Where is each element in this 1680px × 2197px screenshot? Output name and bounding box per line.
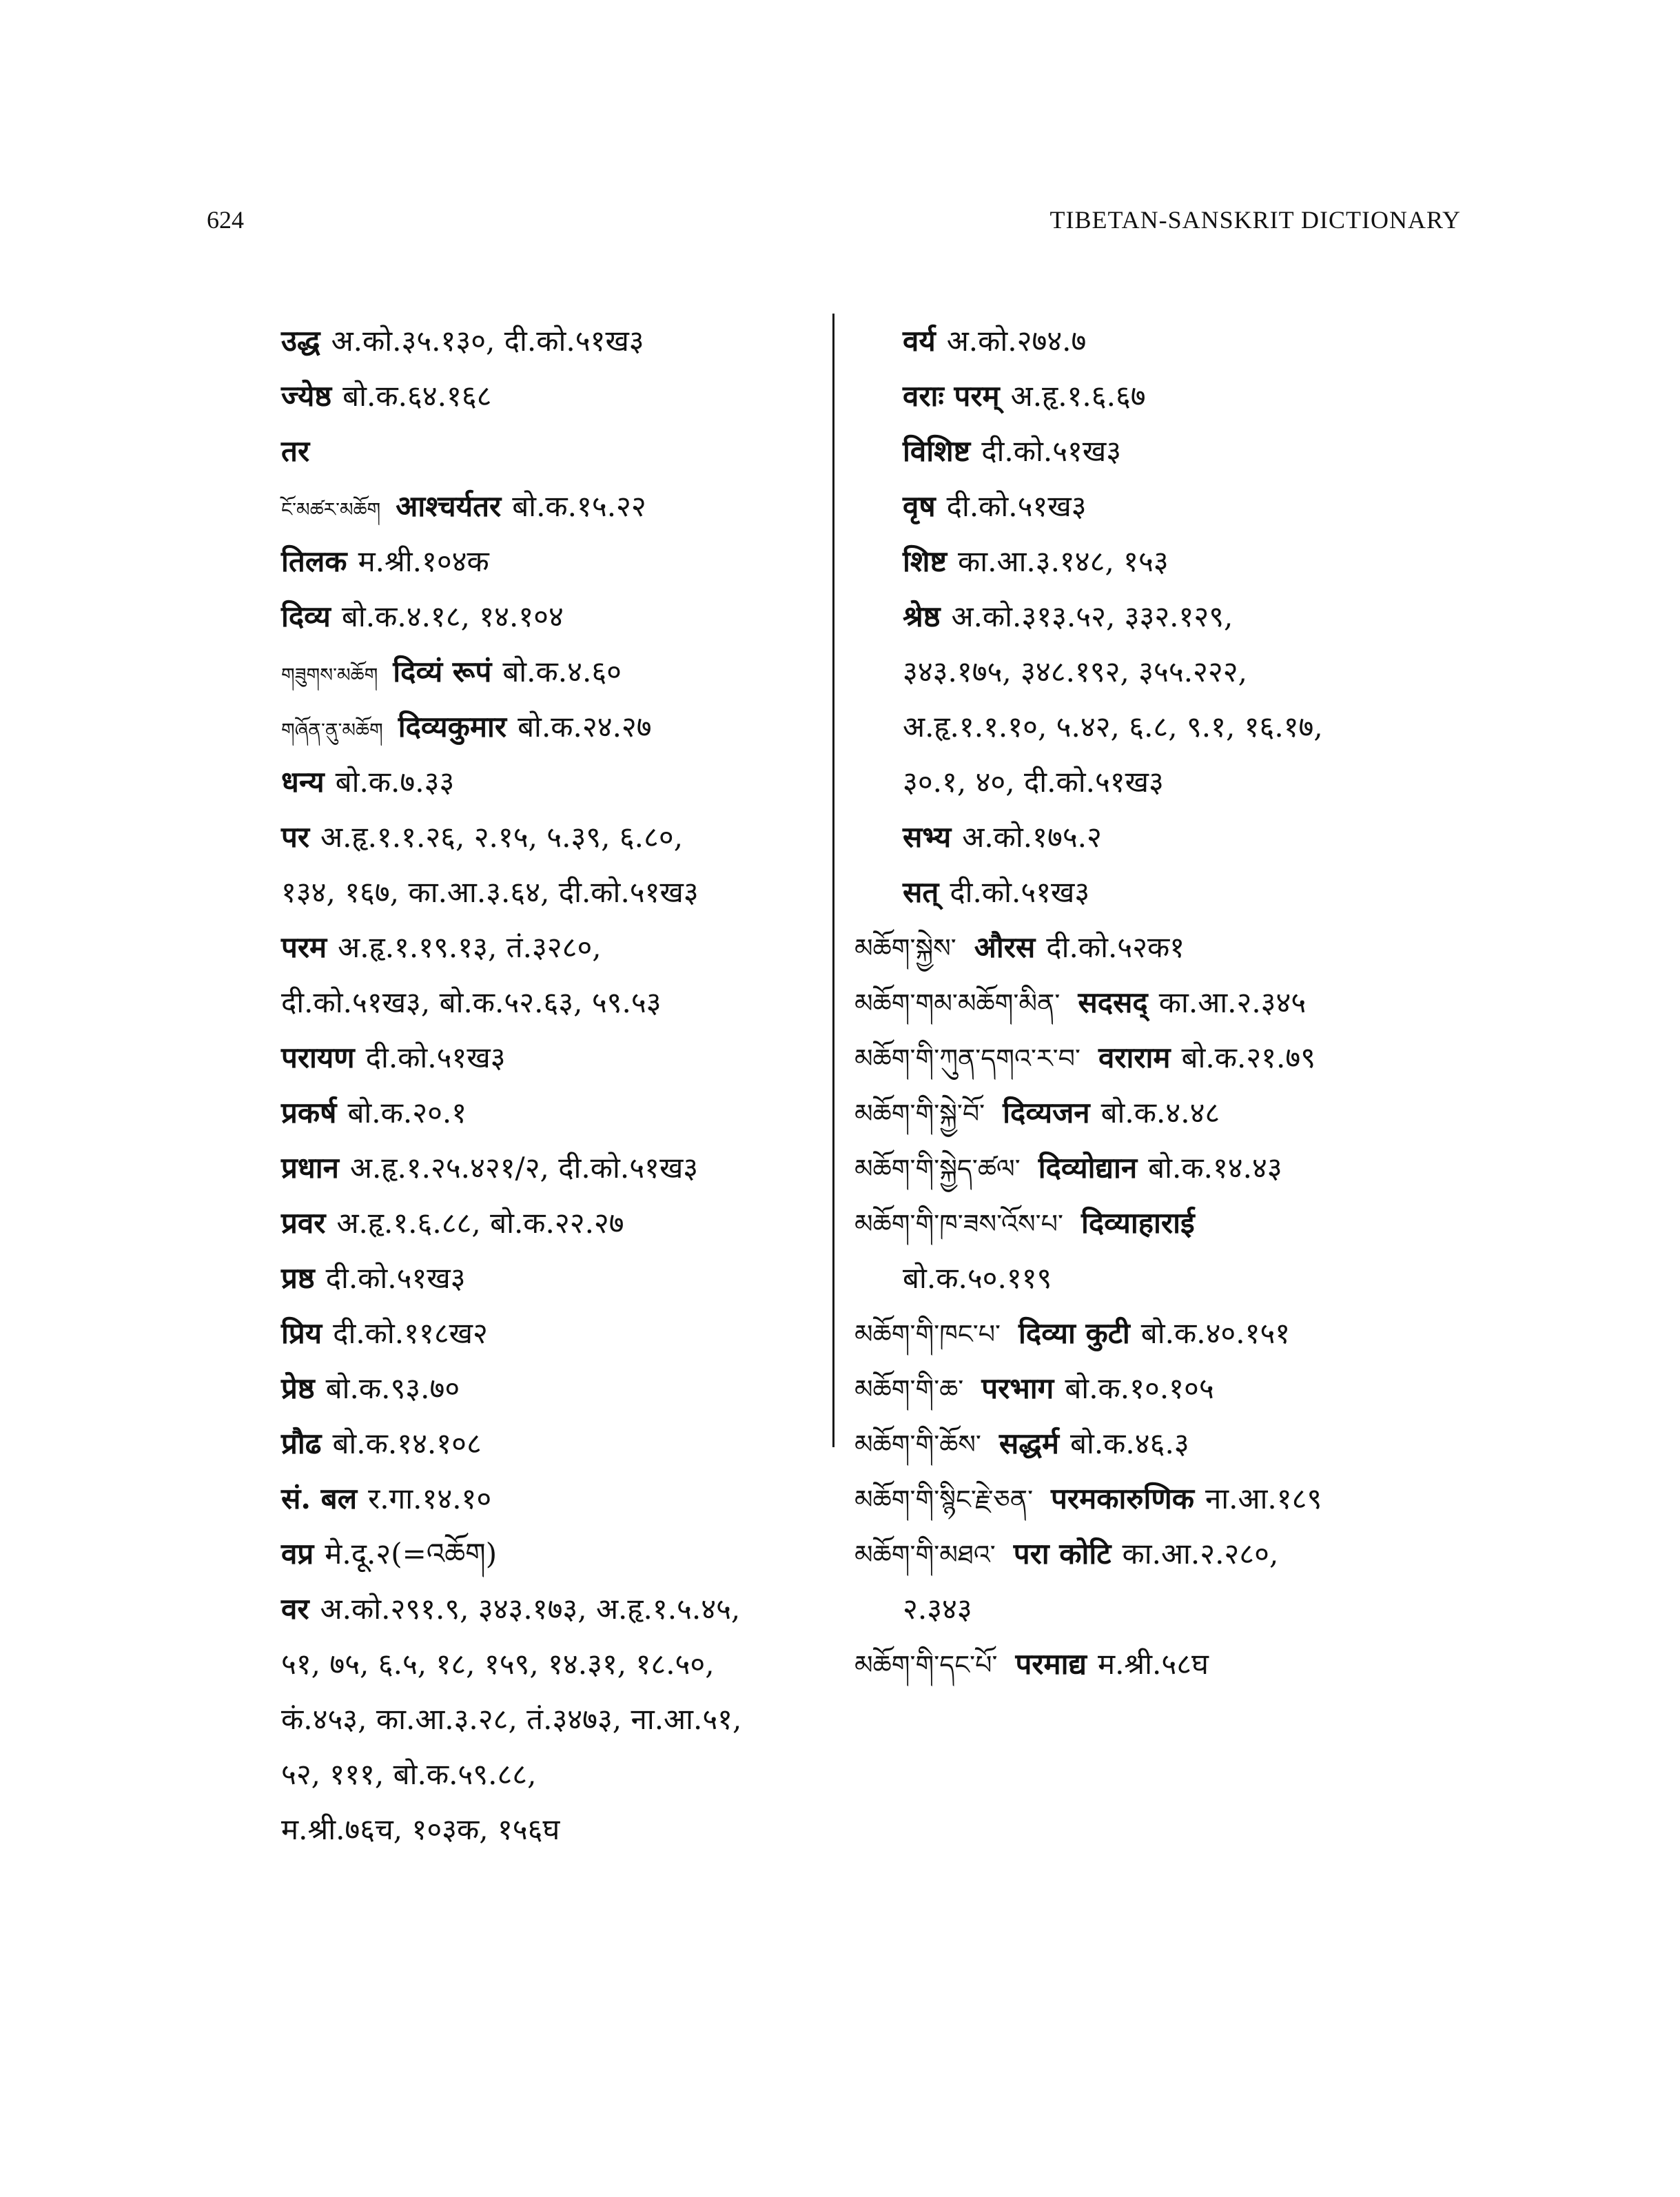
dictionary-entry xyxy=(281,1802,819,1857)
tibetan-term: མཆོག་གི་མཐའ་ xyxy=(854,1540,996,1570)
source-references: बो.क.२०.१ xyxy=(347,1096,467,1130)
sanskrit-headword: प्रेष्ठ xyxy=(281,1371,315,1405)
dictionary-entry xyxy=(854,1637,1475,1692)
dictionary-entry xyxy=(854,479,1475,534)
sanskrit-headword: वर्य xyxy=(903,324,936,358)
dictionary-entry xyxy=(854,314,1475,369)
dictionary-entry xyxy=(854,865,1475,920)
sanskrit-headword: तिलक xyxy=(281,544,347,578)
source-references: दी.को.५१ख३ xyxy=(950,875,1090,909)
sanskrit-headword: उद्ध xyxy=(281,324,320,358)
source-references: दी.को.५१ख३ xyxy=(365,1041,506,1074)
sanskrit-headword: दिव्योद्यान xyxy=(1038,1151,1138,1185)
dictionary-entry xyxy=(281,975,819,1030)
source-references: अ.हृ.१.२५.४२१/२, दी.को.५१ख३ xyxy=(349,1151,699,1185)
source-references: कं.४५३, का.आ.३.२८, तं.३४७३, ना.आ.५१, xyxy=(281,1702,742,1736)
dictionary-entry xyxy=(281,479,819,534)
dictionary-entry xyxy=(281,1526,819,1582)
dictionary-entry xyxy=(281,424,819,479)
tibetan-term: མཆོག་གི་ཆ་ xyxy=(854,1374,964,1404)
sanskrit-headword: सदसद् xyxy=(1078,985,1148,1019)
sanskrit-headword: श्रेष्ठ xyxy=(903,600,941,633)
tibetan-term: ངོ་མཚར་མཆོག xyxy=(281,498,381,521)
sanskrit-headword: परायण xyxy=(281,1041,355,1074)
sanskrit-headword: वराराम xyxy=(1098,1041,1171,1074)
tibetan-term: མཆོག་སྐྱེས་ xyxy=(854,933,956,963)
tibetan-term: གཞོན་ནུ་མཆོག xyxy=(281,719,383,742)
sanskrit-headword: वराः परम् xyxy=(903,379,1000,413)
tibetan-term: མཆོག་གི་ཆོས་ xyxy=(854,1429,981,1460)
dictionary-entry xyxy=(281,1471,819,1526)
dictionary-entry xyxy=(854,975,1475,1030)
source-references: बो.क.४.१८, १४.१०४ xyxy=(341,600,564,633)
source-references: बो.क.४०.१५१ xyxy=(1140,1316,1291,1350)
sanskrit-headword: प्रिय xyxy=(281,1316,322,1350)
tibetan-term: མཆོག་གི་ཁ་ཟས་འོས་པ་ xyxy=(854,1209,1063,1239)
source-references: अ.को.३१३.५२, ३३२.१२९, xyxy=(951,600,1233,633)
sanskrit-headword: पर xyxy=(281,820,310,854)
source-references: बो.क.१४.४३ xyxy=(1148,1151,1282,1185)
source-references: २.३४३ xyxy=(903,1592,972,1626)
sanskrit-headword: दिव्यं रूपं xyxy=(393,655,492,688)
dictionary-entry xyxy=(854,534,1475,589)
sanskrit-headword: दिव्यकुमार xyxy=(398,710,507,744)
running-title: TIBETAN-SANSKRIT DICTIONARY xyxy=(1049,206,1461,234)
dictionary-entry xyxy=(281,699,819,755)
source-references: बो.क.५०.११९ xyxy=(903,1261,1052,1295)
sanskrit-headword: वृष xyxy=(903,489,936,523)
sanskrit-headword: विशिष्ट xyxy=(903,434,971,468)
source-references: अ.को.२९१.९, ३४३.१७३, अ.हृ.१.५.४५, xyxy=(320,1592,741,1626)
tibetan-term: མཆོག་གི་དང་པོ་ xyxy=(854,1650,998,1680)
sanskrit-headword: सं. बल xyxy=(281,1482,358,1515)
source-references: अ.को.१७५.२ xyxy=(962,820,1102,854)
column-divider xyxy=(832,314,834,1447)
dictionary-entry xyxy=(281,1416,819,1471)
dictionary-entry xyxy=(854,1085,1475,1141)
dictionary-entry xyxy=(854,1471,1475,1526)
dictionary-entry xyxy=(854,920,1475,975)
sanskrit-headword: परभाग xyxy=(981,1371,1054,1405)
dictionary-entry xyxy=(854,1306,1475,1361)
dictionary-entry xyxy=(281,1637,819,1692)
tibetan-term: མཆོག་གི་སྐྱེད་ཚལ་ xyxy=(854,1154,1021,1184)
dictionary-entry xyxy=(854,644,1475,699)
source-references: म.श्री.५८घ xyxy=(1097,1647,1209,1681)
dictionary-entry xyxy=(854,1416,1475,1471)
source-references: बो.क.२४.२७ xyxy=(518,710,652,744)
dictionary-entry xyxy=(281,1747,819,1802)
sanskrit-headword: तर xyxy=(281,434,310,468)
dictionary-entry xyxy=(854,1251,1475,1306)
sanskrit-headword: सभ्य xyxy=(903,820,952,854)
dictionary-entry xyxy=(854,1030,1475,1085)
sanskrit-headword: ज्येष्ठ xyxy=(281,379,332,413)
sanskrit-headword: दिव्या कुटी xyxy=(1018,1316,1130,1350)
source-references: ना.आ.१८९ xyxy=(1205,1482,1322,1515)
dictionary-entry xyxy=(281,1251,819,1306)
source-references: बो.क.७.३३ xyxy=(335,765,455,799)
dictionary-entry xyxy=(854,1361,1475,1416)
sanskrit-headword: परम xyxy=(281,930,327,964)
sanskrit-headword: वर xyxy=(281,1592,309,1626)
tibetan-term: མཆོག་གི་ཀུན་དགའ་ར་བ་ xyxy=(854,1043,1080,1074)
source-references: बो.क.४६.३ xyxy=(1069,1427,1189,1460)
source-references: मे.दू.२(=འཆོག) xyxy=(325,1537,498,1571)
page-number: 624 xyxy=(207,206,244,234)
sanskrit-headword: वप्र xyxy=(281,1537,314,1571)
dictionary-entry xyxy=(854,810,1475,865)
dictionary-entry xyxy=(854,424,1475,479)
dictionary-entry xyxy=(854,699,1475,755)
right-column xyxy=(854,314,1475,1692)
source-references: १३४, १६७, का.आ.३.६४, दी.को.५१ख३ xyxy=(281,875,699,909)
tibetan-term: གཟུགས་མཆོག xyxy=(281,664,378,686)
source-references: का.आ.२.३४५ xyxy=(1158,985,1307,1019)
sanskrit-headword: औरस xyxy=(974,930,1036,964)
dictionary-entry xyxy=(854,589,1475,644)
source-references: बो.क.४.४८ xyxy=(1100,1096,1220,1130)
source-references: दी.को.५१ख३ xyxy=(981,434,1122,468)
source-references: बो.क.२१.७९ xyxy=(1181,1041,1316,1074)
dictionary-entry xyxy=(281,1030,819,1085)
dictionary-entry xyxy=(854,1526,1475,1582)
sanskrit-headword: दिव्यजन xyxy=(1003,1096,1090,1130)
source-references: अ.हृ.१.६.८८, बो.क.२२.२७ xyxy=(336,1206,624,1240)
source-references: बो.क.६४.१६८ xyxy=(342,379,492,413)
source-references: दी.को.११८ख२ xyxy=(333,1316,488,1350)
source-references: दी.को.५१ख३ xyxy=(946,489,1087,523)
source-references: दी.को.५१ख३, बो.क.५२.६३, ५९.५३ xyxy=(281,985,662,1019)
sanskrit-headword: प्रष्ठ xyxy=(281,1261,315,1295)
sanskrit-headword: प्रकर्ष xyxy=(281,1096,337,1130)
source-references: म.श्री.१०४क xyxy=(358,544,489,578)
source-references: ५१, ७५, ६.५, १८, १५९, १४.३१, १८.५०, xyxy=(281,1647,715,1681)
dictionary-entry xyxy=(281,1582,819,1637)
source-references: का.आ.३.१४८, १५३ xyxy=(957,544,1169,578)
sanskrit-headword: शिष्ट xyxy=(903,544,947,578)
source-references: दी.को.५१ख३ xyxy=(325,1261,466,1295)
tibetan-term: མཆོག་གམ་མཆོག་མིན་ xyxy=(854,988,1061,1019)
tibetan-term: མཆོག་གི་སྙིང་རྗེ་ཅན་ xyxy=(854,1484,1034,1515)
source-references: दी.को.५२क१ xyxy=(1046,930,1185,964)
source-references: म.श्री.७६च, १०३क, १५६घ xyxy=(281,1812,560,1846)
dictionary-entry xyxy=(281,1692,819,1747)
dictionary-entry xyxy=(854,1582,1475,1637)
left-column xyxy=(281,314,819,1857)
source-references: बो.क.१४.१०८ xyxy=(332,1427,482,1460)
source-references: अ.को.२७४.७ xyxy=(946,324,1087,358)
sanskrit-headword: दिव्य xyxy=(281,600,331,633)
source-references: बो.क.१५.२२ xyxy=(512,489,646,523)
dictionary-entry xyxy=(281,1306,819,1361)
source-references: अ.को.३५.१३०, दी.को.५१ख३ xyxy=(331,324,644,358)
source-references: र.गा.१४.१० xyxy=(368,1482,492,1515)
dictionary-entry xyxy=(281,1085,819,1141)
sanskrit-headword: सद्धर्म xyxy=(998,1427,1059,1460)
sanskrit-headword: प्रवर xyxy=(281,1206,326,1240)
tibetan-term: མཆོག་གི་སྐྱེ་བོ་ xyxy=(854,1098,985,1129)
sanskrit-headword: आश्चर्यतर xyxy=(396,489,502,523)
source-references: ५२, १११, बो.क.५९.८८, xyxy=(281,1757,537,1791)
dictionary-entry xyxy=(854,755,1475,810)
sanskrit-headword: प्रधान xyxy=(281,1151,339,1185)
sanskrit-headword: परा कोटि xyxy=(1013,1537,1112,1571)
dictionary-entry xyxy=(281,755,819,810)
source-references: का.आ.२.२८०, xyxy=(1122,1537,1279,1571)
dictionary-entry xyxy=(281,369,819,424)
source-references: अ.हृ.१.१.१०, ५.४२, ६.८, ९.१, १६.१७, xyxy=(903,710,1323,744)
source-references: अ.हृ.१.१९.१३, तं.३२८०, xyxy=(338,930,602,964)
dictionary-entry xyxy=(281,865,819,920)
dictionary-entry xyxy=(854,1141,1475,1196)
dictionary-entry xyxy=(281,644,819,699)
sanskrit-headword: प्रौढ xyxy=(281,1427,322,1460)
dictionary-entry xyxy=(854,369,1475,424)
sanskrit-headword: सत् xyxy=(903,875,939,909)
source-references: ३०.१, ४०, दी.को.५१ख३ xyxy=(903,765,1164,799)
source-references: बो.क.१०.१०५ xyxy=(1065,1371,1214,1405)
dictionary-entry xyxy=(281,810,819,865)
dictionary-entry xyxy=(854,1196,1475,1251)
source-references: बो.क.९३.७० xyxy=(325,1371,460,1405)
source-references: बो.क.४.६० xyxy=(502,655,622,688)
dictionary-entry xyxy=(281,1141,819,1196)
tibetan-term: མཆོག་གི་ཁང་པ་ xyxy=(854,1319,1001,1349)
dictionary-entry xyxy=(281,589,819,644)
dictionary-entry xyxy=(281,534,819,589)
dictionary-entry xyxy=(281,920,819,975)
dictionary-entry xyxy=(281,1196,819,1251)
sanskrit-headword: दिव्याहाराई xyxy=(1080,1206,1195,1240)
source-references: ३४३.१७५, ३४८.१९२, ३५५.२२२, xyxy=(903,655,1247,688)
dictionary-entry xyxy=(281,314,819,369)
dictionary-entry xyxy=(281,1361,819,1416)
sanskrit-headword: धन्य xyxy=(281,765,325,799)
source-references: अ.हृ.१.१.२६, २.१५, ५.३९, ६.८०, xyxy=(320,820,684,854)
source-references: अ.हृ.१.६.६७ xyxy=(1010,379,1146,413)
sanskrit-headword: परमाद्य xyxy=(1015,1647,1087,1681)
sanskrit-headword: परमकारुणिक xyxy=(1051,1482,1194,1515)
